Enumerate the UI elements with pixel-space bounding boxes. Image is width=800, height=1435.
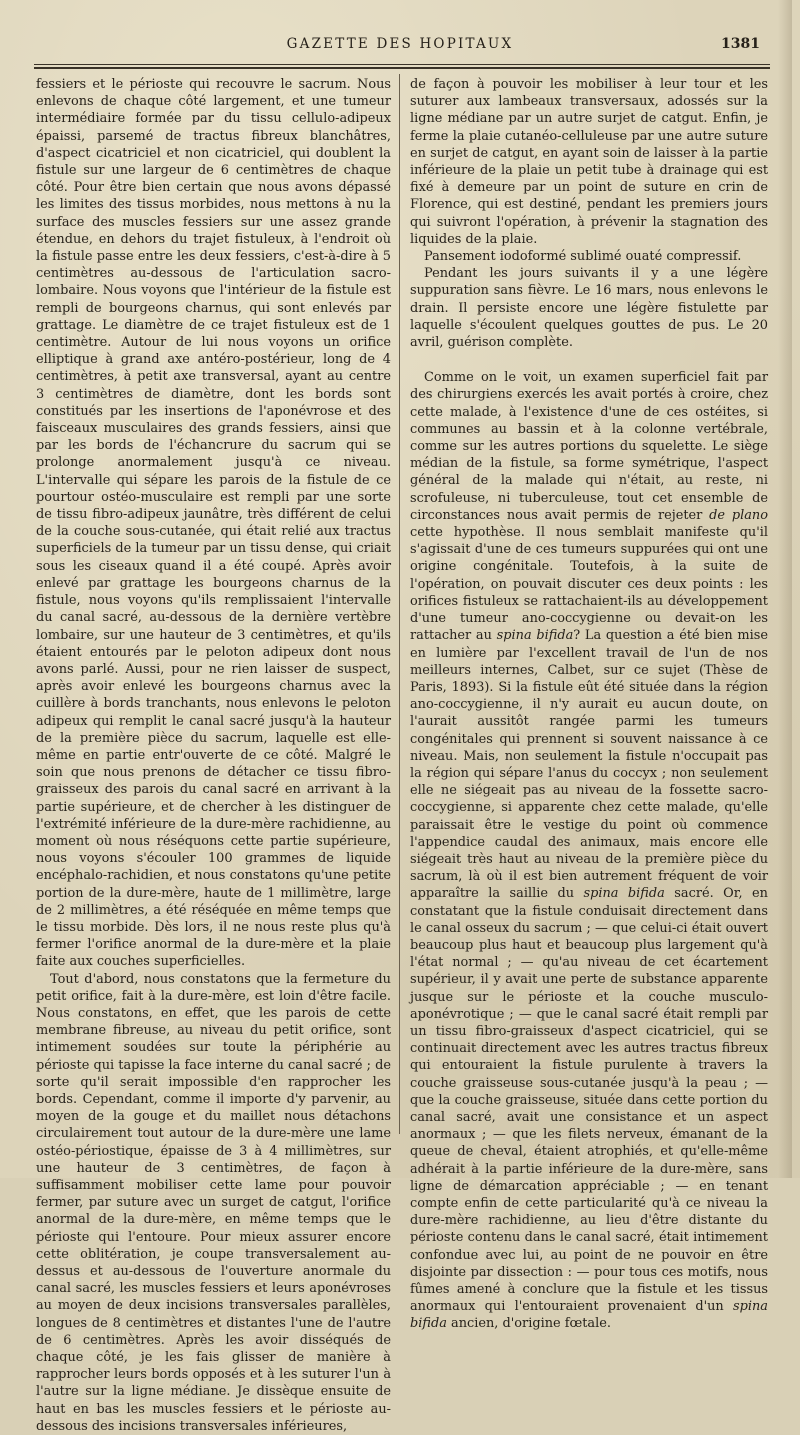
text-run: ? La question a été bien mise en lumière par l'excellent travail de l'un de nos meilleurs internes, Calbet, sur ce sujet (Thèse de Paris, 1893). Si la fistule eût été située dans la région ano-coccygienne, il n'y aurait eu aucun doute, on l'aurait aussitôt rangée parmi les tumeurs congénitales qui prennent si souvent naissance à ce niveau. Mais, non seulement la fistule n'occupait pas la région qui sépare l'anus du coccyx ; non seulement elle ne siégeait pas au niveau de la fossette sacro-coccygienne, si apparente chez cette malade, qu'elle paraissait être le vestige du point où commence l'appendice caudal des animaux, mais encore elle siégeait très haut au niveau de la première pièce du sacrum, là où il est bien autrement fréquent de voir apparaître la saillie du xyxy=(410,628,768,902)
page-edge-shadow xyxy=(778,0,792,1178)
header-rule-thick xyxy=(34,67,770,69)
right-paragraph-2: Pansement iodoformé sublimé ouaté compressif. xyxy=(424,249,742,265)
text-run: cette hypothèse. Il nous semblait manifeste qu'il s'agissait d'une de ces tumeurs suppurées qui ont une origine congénitale. Toutefois, à la suite de l'opération, on pouvait discuter ces deux points : les orifices fistuleux se rattachaient-ils au développement d'une tumeur ano-coccygienne ou devait-on les rattacher au xyxy=(410,525,768,644)
text-run: ancien, d'origine fœtale. xyxy=(451,1316,611,1332)
journal-title: GAZETTE DES HOPITAUX xyxy=(286,36,514,52)
left-paragraph-2: Tout d'abord, nous constatons que la fermeture du petit orifice, fait à la dure-mère, est loin d'être facile. Nous constatons, en effet, que les parois de cette membrane fibreuse, au niveau du petit orifice, sont intimement soudées sur toute la périphérie au périoste qui tapisse la face interne du canal sacré ; de sorte qu'il serait impossible d'en rapprocher les bords. Cependant, comme il importe d'y parvenir, au moyen de la gouge et du maillet nous détachons circulairement tout autour de la dure-mère une lame ostéo-périostique, épaisse de 3 à 4 millimètres, sur une hauteur de 3 centimètres, de façon à suffisamment mobiliser cette lame pour pouvoir fermer, par suture avec un surget de catgut, l'orifice anormal de la dure-mère, en même temps que le périoste qui l'entoure. Pour mieux assurer encore cette oblitération, je coupe transversalement au-dessus et au-dessous de l'ouverture anormale du canal sacré, les muscles fessiers et leurs aponévroses au moyen de deux incisions transversales parallèles, longues de 8 centimètres et distantes l'une de l'autre de 6 centimètres. Après les avoir disséqués de chaque côté, je les fais glisser de manière à rapprocher leurs bords opposés et à les suturer l'un à l'autre sur la ligne médiane. Je dissèque ensuite de haut en bas les muscles fessiers et le périoste au-dessous des incisions transversales inférieures, xyxy=(36,971,391,1434)
header-rule xyxy=(34,64,770,65)
italic-term: spina bifida xyxy=(583,886,665,902)
text-run: sacré. Or, en constatant que la fistule conduisait directement dans le canal osseux du sacrum ; — que celui-ci était ouvert beaucoup plus haut et beaucoup plus largement qu'à l'état normal ; — qu'au niveau de cet écartement supérieur, il y avait une perte de substance apparente jusque sur le périoste et la couche musculo-aponévrotique ; — que le canal sacré était rempli par un tissu fibro-graisseux d'aspect cicatriciel, qui se continuait directement avec les autres tractus fibreux qui entouraient la fistule purulente à travers la couche graisseuse sous-cutanée jusqu'à la peau ; — que la couche graisseuse, située dans cette portion du canal sacré, avait une consistance et un aspect anormaux ; — que les filets nerveux, émanant de la queue de cheval, étaient atrophiés, et qu'elle-même adhérait à la partie inférieure de la dure-mère, sans ligne de démarcation appréciable ; — en tenant compte enfin de cette particularité qu'à ce niveau la dure-mère rachidienne, au lieu d'être distante du périoste contenu dans le canal sacré, était intimement confondue avec lui, au point de ne pouvoir en être disjointe par dissection : — pour tous ces motifs, nous fûmes amené à conclure que la fistule et les tissus anormaux qui l'entouraient provenaient d'un xyxy=(410,886,768,1315)
italic-term: de plano xyxy=(709,507,768,523)
page-header xyxy=(0,36,800,60)
italic-term: spina bifida xyxy=(410,1299,768,1332)
right-column xyxy=(410,76,768,1332)
page-number: 1381 xyxy=(721,36,760,52)
left-paragraph-1: fessiers et le périoste qui recouvre le sacrum. Nous enlevons de chaque côté largement, et une tumeur intermédiaire formée par du tissu cellulo-adipeux épaissi, parsemé de tractus fibreux blanchâtres, d'aspect cicatriciel et non cicatriciel, qui doublent la fistule sur une largeur de 6 centimètres de chaque côté. Pour être bien certain que nous avons dépassé les limites des tissus morbides, nous mettons à nu la surface des muscles fessiers sur une assez grande étendue, en dehors du trajet fistuleux, à l'endroit où la fistule passe entre les deux fessiers, c'est-à-dire à 5 centimètres au-dessous de l'articulation sacro-lombaire. Nous voyons que l'intérieur de la fistule est rempli de bourgeons charnus, qui sont enlevés par grattage. Le diamètre de ce trajet fistuleux est de 1 centimètre. Autour de lui nous voyons un orifice elliptique à grand axe antéro-postérieur, long de 4 centimètres, à petit axe transversal, ayant au centre 3 centimètres de diamètre, dont les bords sont constitués par les insertions de l'aponévrose et des faisceaux musculaires des grands fessiers, ainsi que par les bords de l'échancrure du sacrum qui se prolonge anormalement jusqu'à ce niveau. L'intervalle qui sépare les parois de la fistule de ce pourtour ostéo-musculaire est rempli par une sorte de tissu fibro-adipeux jaunâtre, très différent de celui de la couche sous-cutanée, qui était relié aux tractus superficiels de la tumeur par un tissu dense, qui criait sous les ciseaux quand il a été coupé. Après avoir enlevé par grattage les bourgeons charnus de la fistule, nous voyons qu'ils remplissaient l'intervalle du canal sacré, au-dessous de la dernière vertèbre lombaire, sur une hauteur de 3 centimètres, et qu'ils étaient entourés par le peloton adipeux dont nous avons parlé. Aussi, pour ne rien laisser de suspect, après avoir enlevé les bourgeons charnus avec la cuillère à bords tranchants, nous enlevons le peloton adipeux qui remplit le canal sacré jusqu'à la hauteur de la première pièce du sacrum, laquelle est elle-même en partie entr'ouverte de ce côté. Malgré le soin que nous prenons de détacher ce tissu fibro-graisseux des parois du canal sacré en arrivant à la partie supérieure, et de chercher à les distinguer de l'extrémité inférieure de la dure-mère rachidienne, au moment où nous réséquons cette partie supérieure, nous voyons s'écouler 100 grammes de liquide encéphalo-rachidien, et nous constatons qu'une petite portion de la dure-mère, haute de 1 millimètre, large de 2 millimètres, a été réséquée en même temps que le tissu morbide. Dès lors, il ne nous reste plus qu'à fermer l'orifice anormal de la dure-mère et la plaie faite aux couches superficielles. xyxy=(36,77,391,970)
italic-term: spina bifida xyxy=(496,628,574,644)
right-paragraph-4 xyxy=(410,369,768,1332)
text-run: Comme on le voit, un examen superficiel fait par des chirurgiens exercés les avait portés à croire, chez cette malade, à l'existence d'une de ces ostéites, si communes au bassin et à la colonne vertébrale, comme sur les autres portions du squelette. Le siège médian de la fistule, sa forme symétrique, l'aspect général de la malade qui n'était, au reste, ni scrofuleuse, ni tuberculeuse, tout cet ensemble de circonstances nous avait permis de rejeter xyxy=(410,370,768,523)
right-paragraph-1: de façon à pouvoir les mobiliser à leur tour et les suturer aux lambeaux transversaux, adossés sur la ligne médiane par un autre surjet de catgut. Enfin, je ferme la plaie cutanéo-celluleuse par une autre suture en surjet de catgut, en ayant soin de laisser à la partie inférieure de la plaie un petit tube à drainage qui est fixé à demeure par un point de suture en crin de Florence, qui est destiné, pendant les premiers jours qui suivront l'opération, à prévenir la stagnation des liquides de la plaie. xyxy=(410,77,768,247)
left-column xyxy=(36,76,391,1434)
right-paragraph-3: Pendant les jours suivants il y a une légère suppuration sans fièvre. Le 16 mars, nous enlevons le drain. Il persiste encore une légère fistulette par laquelle s'écoulent quelques gouttes de pus. Le 20 avril, guérison complète. xyxy=(410,266,768,351)
column-divider xyxy=(399,74,400,1134)
